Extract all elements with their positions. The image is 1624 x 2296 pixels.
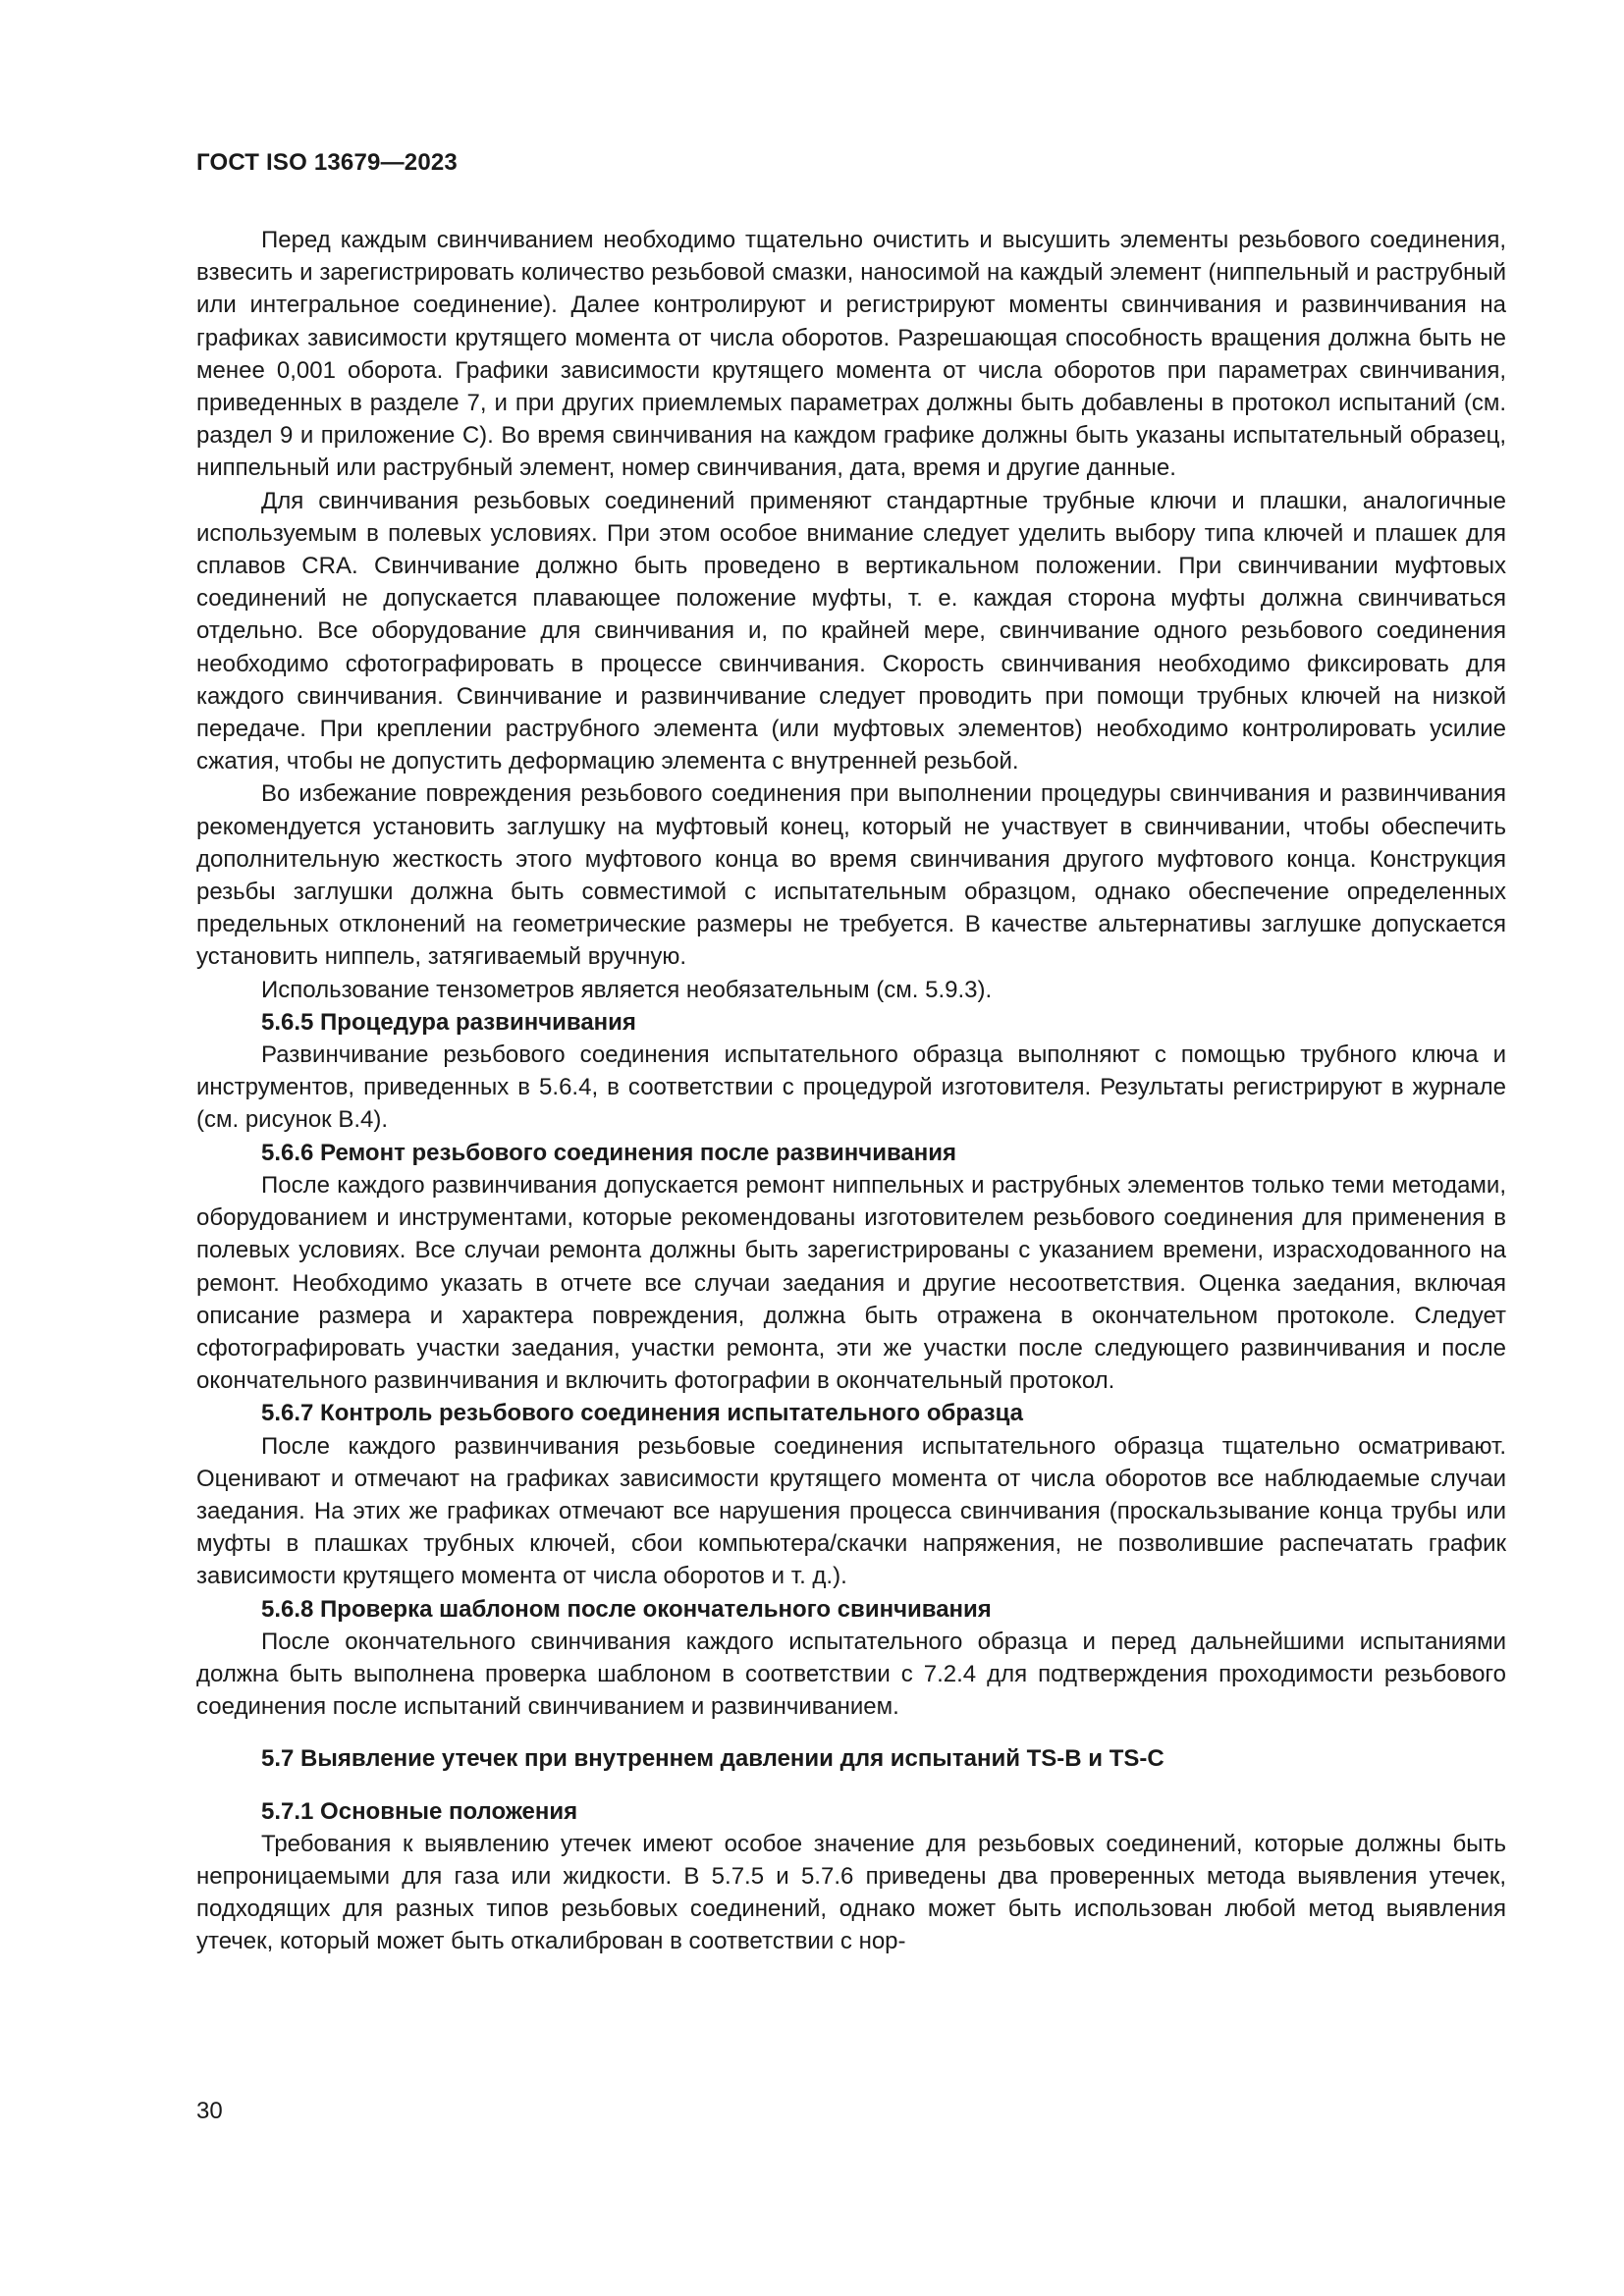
- paragraph: После каждого развинчивания допускается ремонт ниппельных и раструбных элементов только теми методами, оборудованием и инструментами, которые рекомендованы изготовителем резьбового соединения для применения в полевых условиях. Все случаи ремонта должны быть зарегистрированы с указанием времени, израсходованного на ремонт. Необходимо указать в отчете все случаи заедания и другие несоответствия. Оценка заедания, включая описание размера и характера повреждения, должна быть отражена в окончательном протоколе. Следует сфотографировать участки заедания, участки ремонта, эти же участки после следующего развинчивания и после окончательного развинчивания и включить фотографии в окончательный протокол.: [196, 1171, 1506, 1395]
- section-heading-5-6-5: 5.6.5 Процедура развинчивания: [261, 1008, 636, 1036]
- paragraph: Во избежание повреждения резьбового соединения при выполнении процедуры свинчивания и развинчивания рекомендуется установить заглушку на муфтовый конец, который не участвует в свинчивании, чтобы обеспечить дополнительную жесткость этого муфтового конца во время свинчивания другого муфтового конца. Конструкция резьбы заглушки должна быть совместимой с испытательным образцом, однако обеспечение определенных предельных отклонений на геометрические размеры не требуется. В качестве альтернативы заглушке допускается установить ниппель, затягиваемый вручную.: [196, 780, 1506, 971]
- document-header: ГОСТ ISO 13679—2023: [196, 149, 458, 176]
- section-heading-5-7-1: 5.7.1 Основные положения: [261, 1797, 578, 1825]
- section-heading-5-7: 5.7 Выявление утечек при внутреннем давлении для испытаний TS-B и TS-C: [261, 1745, 1164, 1773]
- paragraph: Требования к выявлению утечек имеют особое значение для резьбовых соединений, которые должны быть непроницаемыми для газа или жидкости. В 5.7.5 и 5.7.6 приведены два проверенных метода выявления утечек, подходящих для разных типов резьбовых соединений, однако может быть использован любой метод выявления утечек, который может быть откалиброван в соответствии с нор-: [196, 1830, 1506, 1955]
- section-heading-5-6-7: 5.6.7 Контроль резьбового соединения испытательного образца: [261, 1400, 1023, 1427]
- paragraph: Перед каждым свинчиванием необходимо тщательно очистить и высушить элементы резьбового соединения, взвесить и зарегистрировать количество резьбовой смазки, наносимой на каждый элемент (ниппельный и раструбный или интегральное соединение). Далее контролируют и регистрируют моменты свинчивания и развинчивания на графиках зависимости крутящего момента от числа оборотов. Разрешающая способность вращения должна быть не менее 0,001 оборота. Графики зависимости крутящего момента от числа оборотов при параметрах свинчивания, приведенных в разделе 7, и при других приемлемых параметрах должны быть добавлены в протокол испытаний (см. раздел 9 и приложение С). Во время свинчивания на каждом графике должны быть указаны испытательный образец, ниппельный или раструбный элемент, номер свинчивания, дата, время и другие данные.: [196, 227, 1506, 482]
- paragraph: Развинчивание резьбового соединения испытательного образца выполняют с помощью трубного ключа и инструментов, приведенных в 5.6.4, в соответствии с процедурой изготовителя. Результаты регистрируют в журнале (см. рисунок В.4).: [196, 1041, 1506, 1134]
- page-number: 30: [196, 2098, 223, 2124]
- paragraph: После каждого развинчивания резьбовые соединения испытательного образца тщательно осматривают. Оценивают и отмечают на графиках зависимости крутящего момента от числа оборотов все наблюдаемые случаи заедания. На этих же графиках отмечают все нарушения процесса свинчивания (проскальзывание конца трубы или муфты в плашках трубных ключей, сбои компьютера/скачки напряжения, не позволившие распечатать график зависимости крутящего момента от числа оборотов и т. д.).: [196, 1432, 1506, 1590]
- section-heading-5-6-8: 5.6.8 Проверка шаблоном после окончательного свинчивания: [261, 1595, 992, 1623]
- section-heading-5-6-6: 5.6.6 Ремонт резьбового соединения после развинчивания: [261, 1139, 956, 1166]
- paragraph: Использование тензометров является необязательным (см. 5.9.3).: [261, 976, 993, 1003]
- paragraph: Для свинчивания резьбовых соединений применяют стандартные трубные ключи и плашки, аналогичные используемым в полевых условиях. При этом особое внимание следует уделить выбору типа ключей и плашек для сплавов CRA. Свинчивание должно быть проведено в вертикальном положении. При свинчивании муфтовых соединений не допускается плавающее положение муфты, т. е. каждая сторона муфты должна свинчиваться отдельно. Все оборудование для свинчивания и, по крайней мере, свинчивание одного резьбового соединения необходимо сфотографировать в процессе свинчивания. Скорость свинчивания необходимо фиксировать для каждого свинчивания. Свинчивание и развинчивание следует проводить при помощи трубных ключей на низкой передаче. При креплении раструбного элемента (или муфтовых элементов) необходимо контролировать усилие сжатия, чтобы не допустить деформацию элемента с внутренней резьбой.: [196, 487, 1506, 775]
- document-body: [196, 224, 1506, 1958]
- paragraph: После окончательного свинчивания каждого испытательного образца и перед дальнейшими испытаниями должна быть выполнена проверка шаблоном в соответствии с 7.2.4 для подтверждения проходимости резьбового соединения после испытаний свинчиванием и развинчиванием.: [196, 1628, 1506, 1721]
